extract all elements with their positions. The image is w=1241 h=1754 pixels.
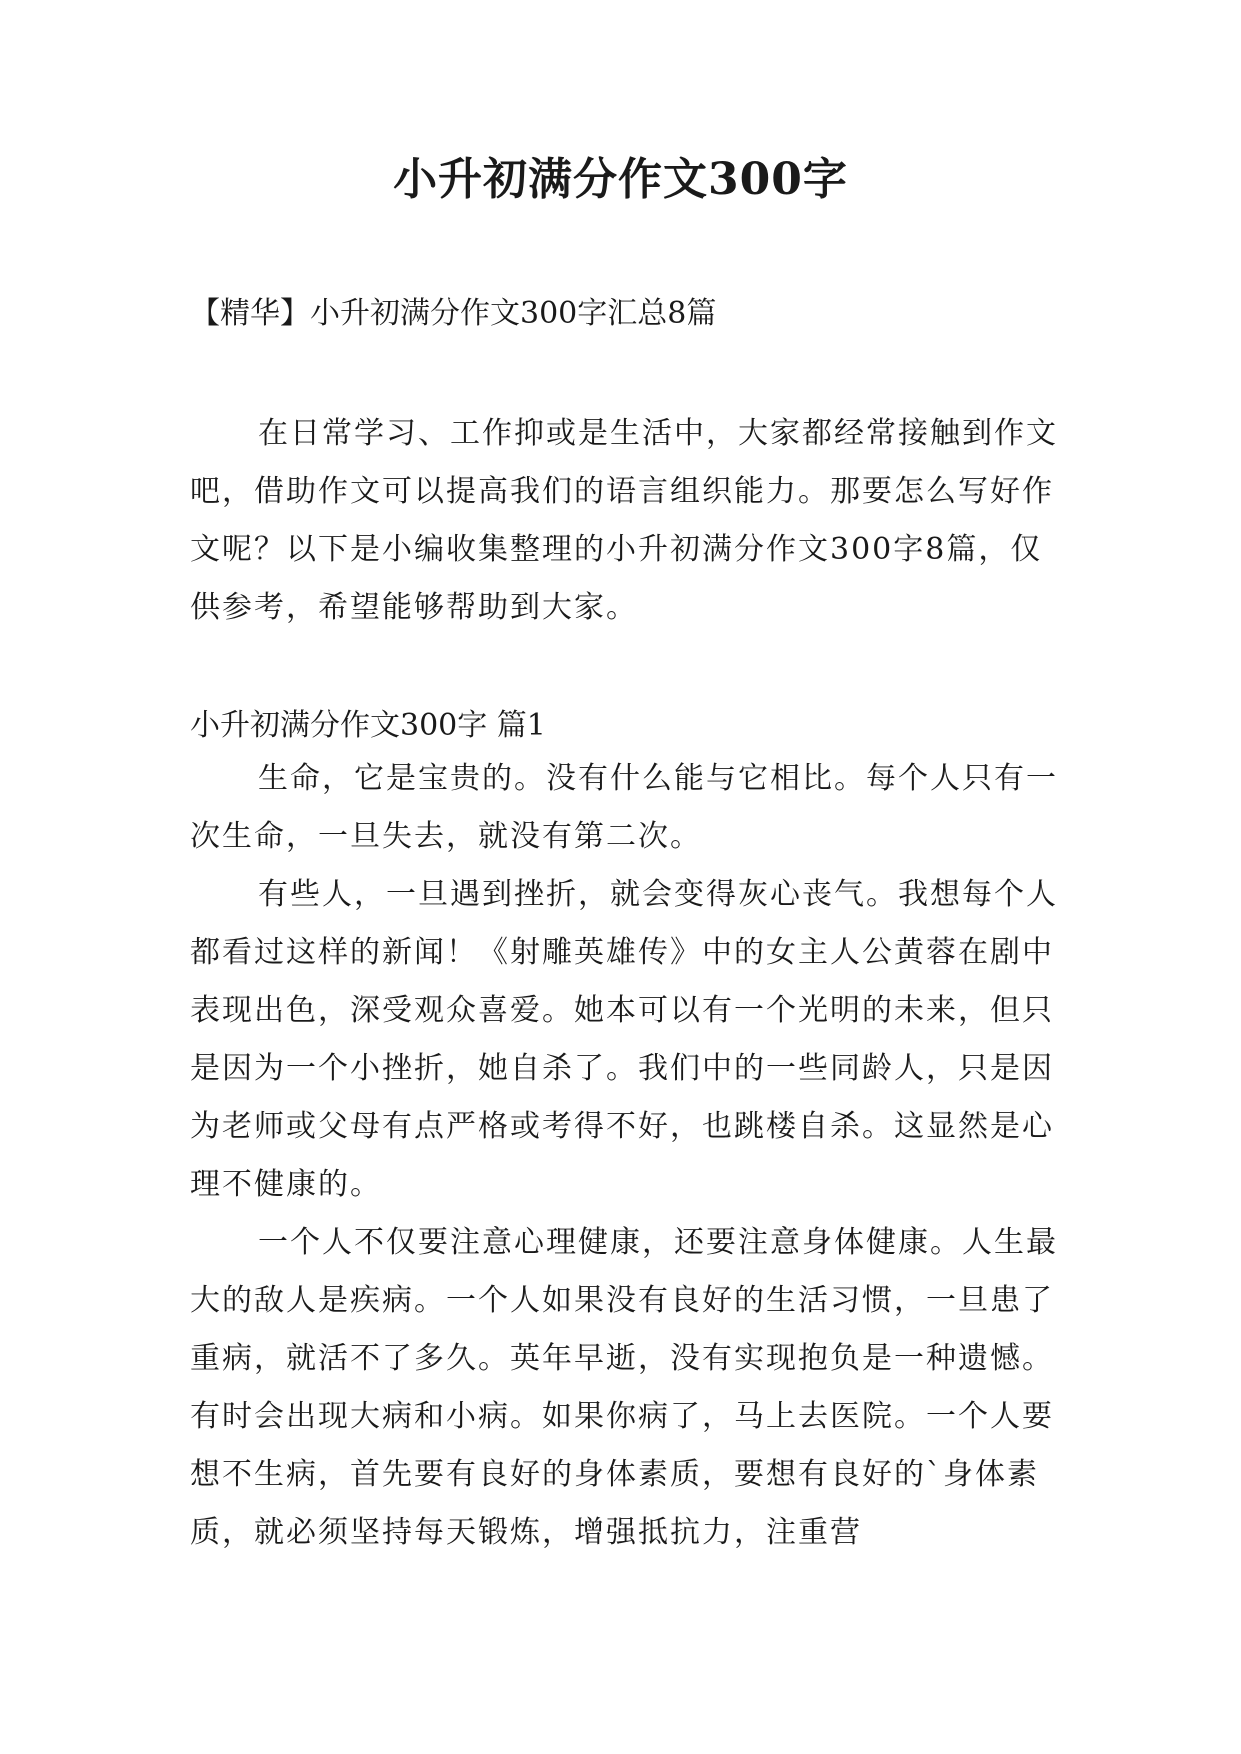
document-subtitle: 【精华】小升初满分作文300字汇总8篇 [190, 296, 717, 331]
section-heading: 小升初满分作文300字 篇1 [190, 708, 546, 743]
section-body [190, 750, 1060, 1562]
document-title: 小升初满分作文300字 [393, 154, 848, 205]
paragraph: 一个人不仅要注意心理健康，还要注意身体健康。人生最大的敌人是疾病。一个人如果没有良好的生活习惯，一旦患了重病，就活不了多久。英年早逝，没有实现抱负是一种遗憾。有时会出现大病和小病。如果你病了，马上去医院。一个人要想不生病，首先要有良好的身体素质，要想有良好的`身体素质，就必须坚持每天锻炼，增强抵抗力，注重营 [190, 1225, 1058, 1550]
paragraph: 生命，它是宝贵的。没有什么能与它相比。每个人只有一次生命，一旦失去，就没有第二次。 [190, 761, 1058, 854]
intro-paragraph: 在日常学习、工作抑或是生活中，大家都经常接触到作文吧，借助作文可以提高我们的语言组织能力。那要怎么写好作文呢？以下是小编收集整理的小升初满分作文300字8篇，仅供参考，希望能够帮助到大家。 [190, 416, 1058, 625]
paragraph: 有些人，一旦遇到挫折，就会变得灰心丧气。我想每个人都看过这样的新闻！《射雕英雄传》中的女主人公黄蓉在剧中表现出色，深受观众喜爱。她本可以有一个光明的未来，但只是因为一个小挫折，她自杀了。我们中的一些同龄人，只是因为老师或父母有点严格或考得不好，也跳楼自杀。这显然是心理不健康的。 [190, 877, 1058, 1202]
